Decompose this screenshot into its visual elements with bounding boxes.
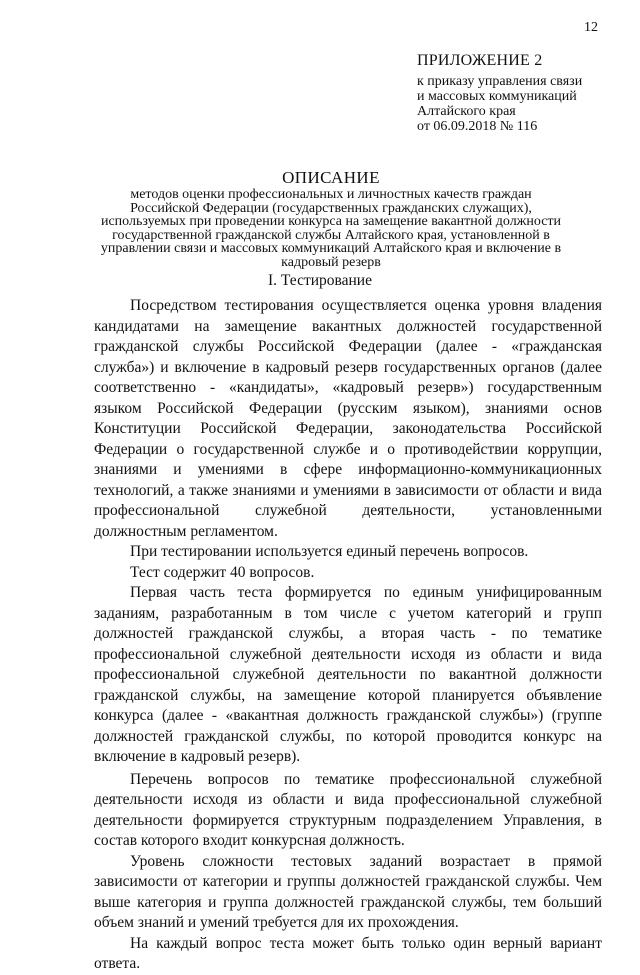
section-title: I. Тестирование xyxy=(268,272,372,289)
document-title: ОПИСАНИЕ xyxy=(282,168,380,187)
paragraph: Первая часть теста формируется по единым унифицированным заданиям, разработанным в том числе с учетом категорий и групп должностей гражданской службы, а вторая часть - по тематике профессиональной служебной деятельности исходя из области и вида профессиональной служебной деятельности по вакантной должности гражданской службы, на замещение которой планируется объявление конкурса (далее - «вакантная должность гражданской службы») (группе должностей гражданской службы, по которой проводится конкурс на включение в кадровый резерв). xyxy=(94,584,602,765)
paragraph: Тест содержит 40 вопросов. xyxy=(130,563,315,581)
appendix-line: к приказу управления связи xyxy=(417,74,583,89)
paragraph: Уровень сложности тестовых заданий возрастает в прямой зависимости от категории и группы должностей гражданской службы. Чем выше категория и группа должностей гражданской службы, тем больший объем знаний и умений требуется для их прохождения. xyxy=(94,852,602,931)
document-subtitle: методов оценки профессиональных и личностных качеств граждан Российской Федерации (государственных гражданских служащих), используемых при проведении конкурса на замещение вакантной должности государственной гражданской службы Алтайского края, установленной в управлении связи и массовых коммуникаций Алтайского края и включение в кадровый резерв xyxy=(100,187,562,270)
paragraph: Посредством тестирования осуществляется оценка уровня владения кандидатами на замещение вакантных должностей государственной гражданской службы Российской Федерации (далее - «гражданская служба») и включение в кадровый резерв государственных органов (далее соответственно - «кандидаты», «кадровый резерв») государственным языком Российской Федерации (русским языком), знаниями основ Конституции Российской Федерации, законодательства Российской Федерации о государственной службе и о противодействии коррупции, знаниями и умениями в сфере информационно-коммуникационных технологий, а также знаниями и умениями в зависимости от области и вида профессиональной служебной деятельности, установленными должностным регламентом. xyxy=(94,297,602,540)
document-body xyxy=(94,296,602,975)
paragraph: Перечень вопросов по тематике профессиональной служебной деятельности исходя из области и вида профессиональной служебной деятельности формируется структурным подразделением Управления, в состав которого входит конкурсная должность. xyxy=(94,770,602,849)
paragraph: При тестировании используется единый перечень вопросов. xyxy=(130,543,529,560)
document-heading xyxy=(96,168,566,269)
appendix-line: Алтайского края xyxy=(417,104,516,119)
appendix-title: ПРИЛОЖЕНИЕ 2 xyxy=(417,52,543,69)
paragraph: На каждый вопрос теста может быть только один верный вариант ответа. xyxy=(94,934,602,972)
appendix-line: и массовых коммуникаций xyxy=(417,89,577,104)
page-number: 12 xyxy=(584,20,598,35)
appendix-block xyxy=(417,52,607,134)
appendix-line: от 06.09.2018 № 116 xyxy=(417,119,538,134)
